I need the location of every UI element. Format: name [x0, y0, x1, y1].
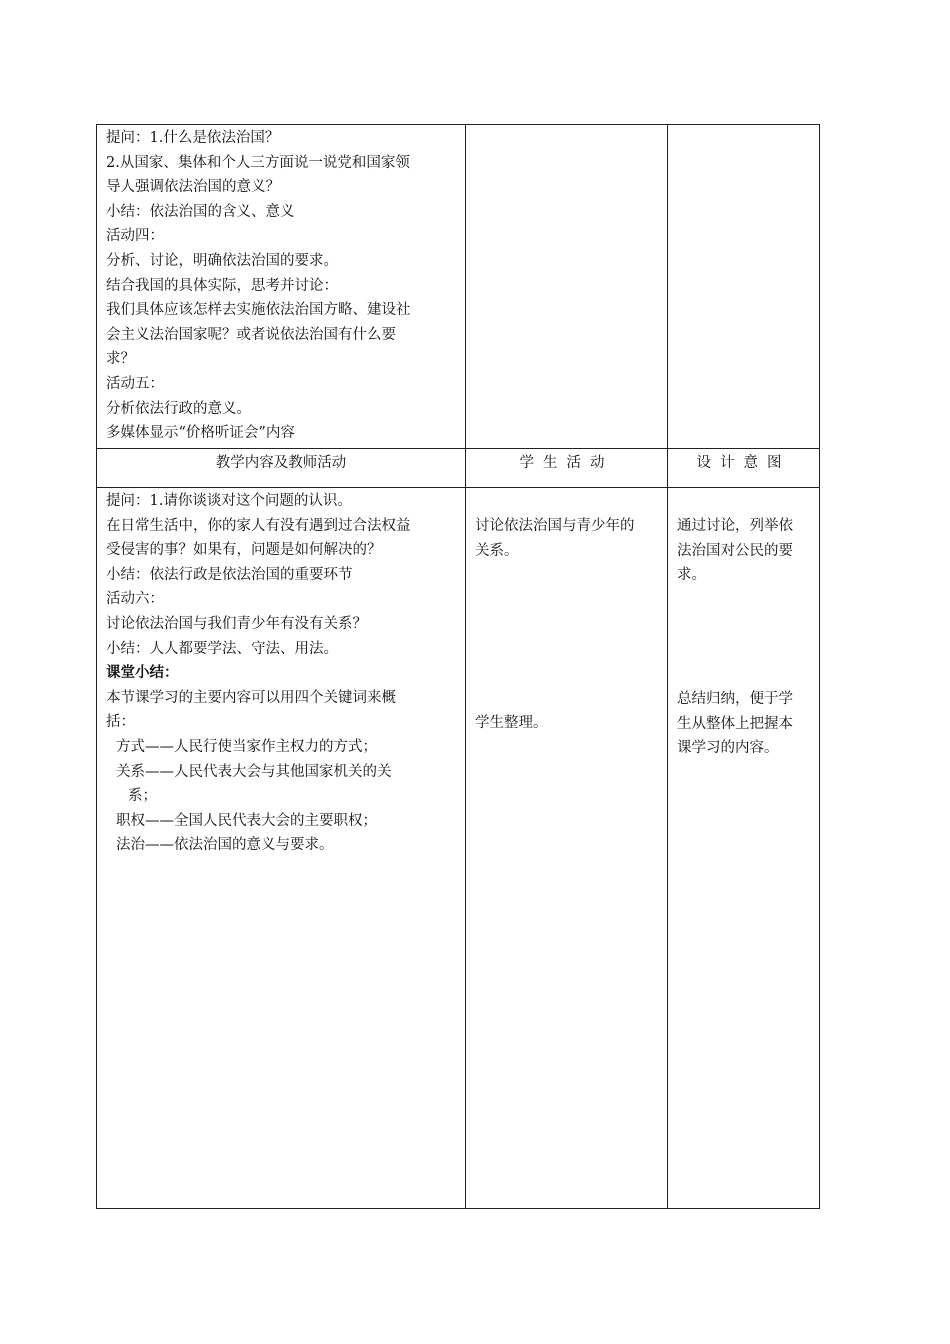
text-line: 2.从国家、集体和个人三方面说一说党和国家领	[106, 154, 410, 171]
header-design-intent: 设计意图	[696, 455, 791, 471]
column-divider-1	[465, 124, 466, 1209]
text-line: 括：	[106, 714, 135, 731]
text-line: 课学习的内容。	[677, 740, 779, 757]
text-line: 受侵害的事？如果有，问题是如何解决的？	[106, 542, 382, 559]
design-intent-group-2	[677, 687, 817, 761]
text-line: 提问：1.请你谈谈对这个问题的认识。	[106, 493, 352, 509]
bottom-content-cell	[106, 489, 462, 858]
text-line: 会主义法治国家呢？或者说依法治国有什么要	[106, 326, 396, 343]
header-teacher-activity: 教学内容及教师活动	[215, 455, 347, 471]
header-bottom-border	[96, 487, 820, 488]
keyword-line: 法治——依法治国的意义与要求。	[116, 837, 334, 854]
text-line: 求？	[106, 351, 135, 368]
text-line: 总结归纳，便于学	[677, 691, 793, 707]
text-line: 生从整体上把握本	[677, 715, 793, 732]
text-line: 在日常生活中，你的家人有没有遇到过合法权益	[106, 517, 411, 534]
text-line: 活动六：	[106, 591, 164, 608]
design-intent-group-1	[677, 514, 817, 588]
text-line: 活动四：	[106, 228, 164, 245]
text-line: 提问：1.什么是依法治国？	[106, 130, 280, 146]
text-line: 小结：依法行政是依法治国的重要环节	[106, 566, 353, 583]
text-line: 导人强调依法治国的意义？	[106, 179, 280, 196]
header-top-border	[96, 448, 820, 449]
text-line: 分析依法行政的意义。	[106, 400, 251, 417]
table-top-border	[96, 124, 820, 125]
text-line: 小结：人人都要学法、守法、用法。	[106, 640, 338, 657]
column-divider-2	[667, 124, 668, 1209]
table-left-border	[96, 124, 97, 1209]
text-line: 学生整理。	[475, 715, 548, 731]
text-line: 讨论依法治国与青少年的	[475, 518, 635, 534]
text-line: 通过讨论，列举依	[677, 518, 793, 534]
student-activity-group-2	[475, 711, 665, 736]
text-line: 多媒体显示“价格听证会”内容	[106, 425, 295, 442]
text-line: 求。	[677, 567, 706, 584]
top-content-cell	[106, 126, 462, 446]
table-right-border	[819, 124, 820, 1209]
text-line: 活动五：	[106, 375, 164, 392]
keyword-line: 职权——全国人民代表大会的主要职权；	[116, 812, 377, 829]
keyword-line: 关系——人民代表大会与其他国家机关的关	[116, 763, 392, 780]
student-activity-group-1	[475, 514, 665, 563]
class-summary-heading: 课堂小结：	[106, 664, 179, 682]
text-line: 关系。	[475, 542, 519, 559]
text-line: 讨论依法治国与我们青少年有没有关系？	[106, 615, 367, 632]
text-line: 我们具体应该怎样去实施依法治国方略、建设社	[106, 302, 411, 319]
text-line: 本节课学习的主要内容可以用四个关键词来概	[106, 689, 396, 706]
keyword-line-continuation: 系；	[128, 788, 157, 805]
keyword-line: 方式——人民行使当家作主权力的方式；	[116, 738, 377, 755]
text-line: 结合我国的具体实际，思考并讨论：	[106, 277, 338, 294]
text-line: 分析、讨论，明确依法治国的要求。	[106, 252, 338, 269]
text-line: 小结：依法治国的含义、意义	[106, 203, 295, 220]
table-bottom-border	[96, 1208, 820, 1209]
header-student-activity: 学生活动	[519, 455, 614, 471]
text-line: 法治国对公民的要	[677, 542, 793, 559]
